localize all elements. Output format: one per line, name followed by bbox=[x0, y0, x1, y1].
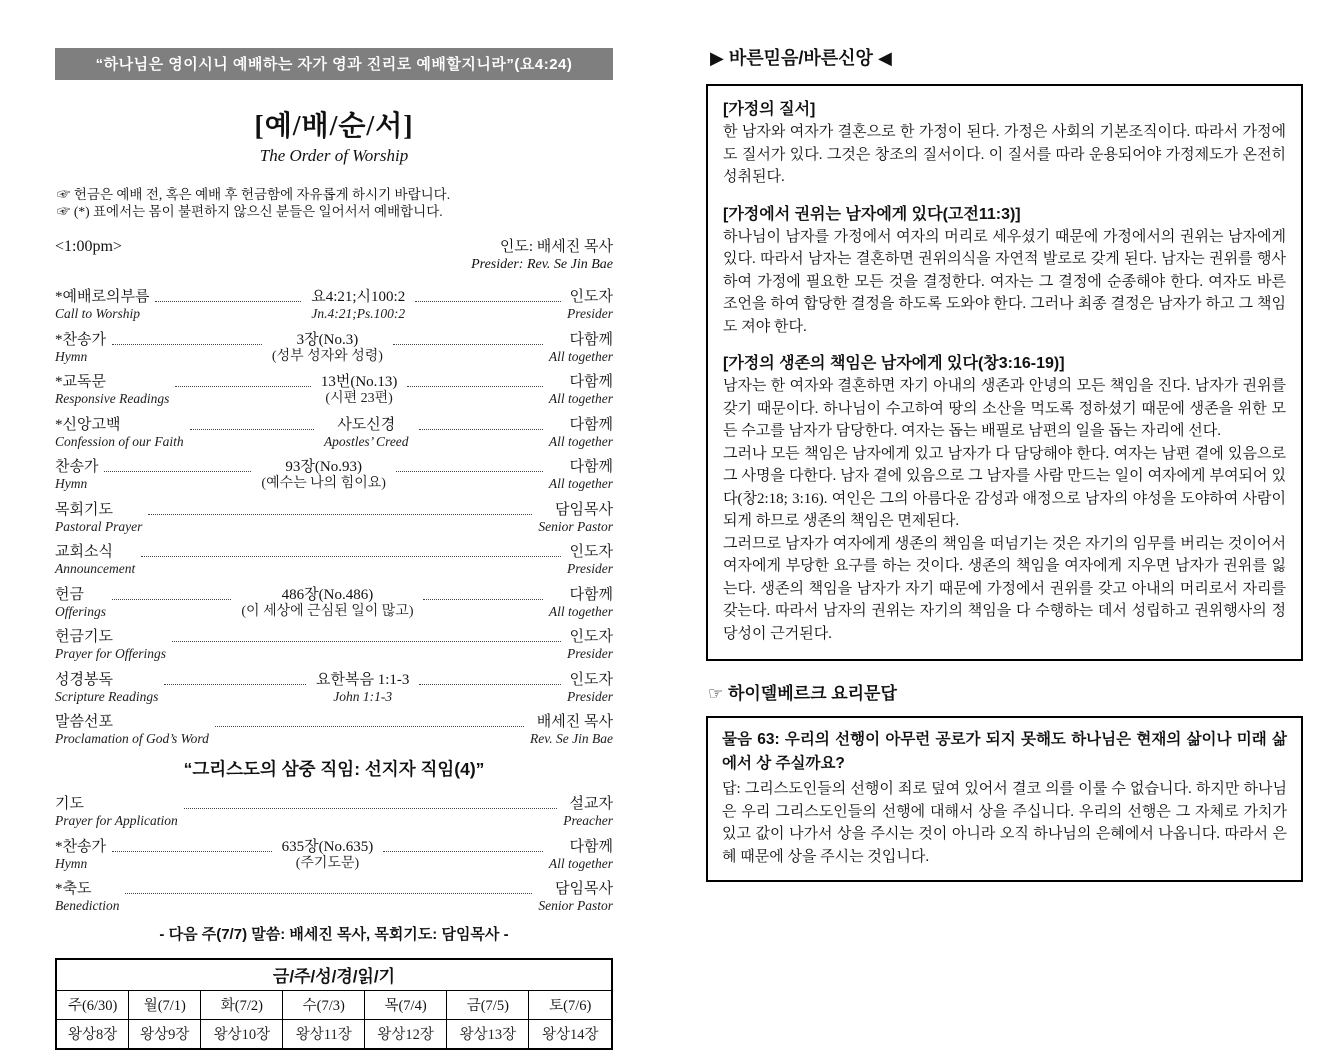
worship-item bbox=[55, 628, 613, 661]
worship-notes bbox=[55, 186, 613, 220]
item-role-en: Presider bbox=[567, 306, 613, 321]
item-content-sub: (성부 성자와 성령) bbox=[271, 348, 383, 364]
item-label-ko: *축도 bbox=[55, 881, 92, 897]
item-role-ko: 인도자 bbox=[569, 544, 613, 560]
item-label-en: Scripture Readings bbox=[55, 688, 159, 704]
bible-day-cell: 토(7/6) bbox=[529, 990, 612, 1019]
presider-ko: 인도: 배세진 목사 bbox=[499, 239, 613, 255]
item-content-ko: 13번(No.13) bbox=[320, 374, 398, 390]
item-label-en: Prayer for Offerings bbox=[55, 646, 166, 661]
dotted-leader bbox=[415, 288, 561, 302]
faith-section-body bbox=[723, 226, 1286, 339]
bible-table-title: 금/주/성/경/읽/기 bbox=[56, 959, 612, 991]
item-content-ko: 93장(No.93) bbox=[285, 459, 362, 475]
item-role-ko: 인도자 bbox=[569, 671, 613, 688]
item-label-en: Hymn bbox=[55, 855, 88, 871]
worship-item bbox=[55, 416, 613, 449]
item-content-ko: 486장(No.486) bbox=[281, 586, 374, 603]
item-content-sub: (주기도문) bbox=[295, 855, 360, 871]
item-role-ko: 다함께 bbox=[569, 459, 613, 475]
worship-item bbox=[55, 795, 613, 828]
 bbox=[149, 306, 307, 321]
worship-item bbox=[55, 458, 613, 491]
faith-paragraph: 하나님이 남자를 가정에서 여자의 머리로 세우셨기 때문에 가정에서의 권위는 남자에게 있다. 따라서 남자는 결혼하면 권위의식을 자연적 발로로 갖게 된다. 남자는 권위를 행사하여 가정에 필요한 모든 것을 결정한다. 여자는 그 결정에 순종해야 한다. 여자도 바른 조언을 하여 합당한 결정을 하도록 도와야 한다. 그러나 최종 결정은 남자가 하고 그 책임도 져야 한다. bbox=[723, 228, 1286, 335]
 bbox=[166, 646, 567, 661]
item-role-ko: 다함께 bbox=[569, 331, 613, 348]
faith-section bbox=[723, 352, 1286, 645]
item-content-sub: (이 세상에 근심된 일이 많고) bbox=[241, 603, 414, 619]
item-content-sub: (예수는 나의 힘이요) bbox=[261, 476, 386, 491]
item-label-en: Hymn bbox=[55, 348, 88, 364]
faith-section-title: [가정의 질서] bbox=[723, 101, 816, 118]
note-offering: ☞ 헌금은 예배 전, 혹은 예배 후 헌금함에 자유롭게 하시기 바랍니다. bbox=[57, 187, 451, 202]
order-of-worship-column bbox=[55, 48, 613, 1050]
sermon-title: “그리스도의 삼중 직임: 선지자 직임(4)” bbox=[183, 759, 485, 779]
 bbox=[377, 856, 549, 871]
service-time: <1:00pm> bbox=[55, 238, 122, 255]
dotted-leader bbox=[383, 838, 543, 852]
item-role-en: Presider bbox=[567, 646, 613, 661]
right-faith-header: ▶ 바른믿음/바른신앙 ◀ bbox=[710, 48, 892, 68]
bible-day-cell: 월(7/1) bbox=[129, 990, 201, 1019]
item-role-ko: 다함께 bbox=[569, 374, 613, 390]
next-week-note: - 다음 주(7/7) 말씀: 배세진 목사, 목회기도: 담임목사 - bbox=[159, 925, 509, 943]
weekly-bible-reading-table bbox=[55, 958, 613, 1050]
item-label-ko: 성경봉독 bbox=[55, 671, 113, 688]
item-label-ko: 헌금 bbox=[55, 586, 84, 603]
worship-items-after-sermon bbox=[55, 795, 613, 913]
worship-item bbox=[55, 586, 613, 619]
 bbox=[390, 476, 549, 491]
faith-section-body bbox=[723, 121, 1286, 189]
item-label-ko: 헌금기도 bbox=[55, 629, 113, 645]
faith-section-title: [가정의 생존의 책임은 남자에게 있다(창3:16-19)] bbox=[723, 355, 1065, 372]
dotted-leader bbox=[148, 501, 532, 515]
worship-item bbox=[55, 288, 613, 321]
item-role-en: All together bbox=[548, 476, 613, 491]
bible-day-cell: 화(7/2) bbox=[201, 990, 283, 1019]
faith-paragraph: 그러나 모든 책임은 남자에게 있고 남자가 다 담당해야 한다. 여자는 남편 곁에 있음으로 그 사명을 다한다. 남자 곁에 있음으로 그 남자를 사람 만드는 일이 여자에게 부여되어 있다(창2:18; 3:16). 여인은 그의 아름다운 감성과 애정으로 남자의 야성을 도야하여 사람이 되게 하므로 생존의 책임은 면제된다. bbox=[723, 445, 1286, 529]
worship-item bbox=[55, 713, 613, 746]
item-label-en: Confession of our Faith bbox=[55, 433, 184, 449]
faith-article-box bbox=[706, 84, 1303, 661]
dotted-leader bbox=[141, 543, 561, 557]
item-content-ko: 3장(No.3) bbox=[296, 331, 359, 348]
item-content-sub: John 1:1-3 bbox=[333, 688, 393, 704]
 bbox=[142, 519, 538, 534]
item-role-ko: 담임목사 bbox=[555, 501, 613, 518]
bible-reading-cell: 왕상11장 bbox=[283, 1019, 364, 1049]
note-standing: ☞ (*) 표에서는 몸이 불편하지 않으신 분들은 일어서서 예배합니다. bbox=[57, 204, 443, 219]
bible-day-cell: 수(7/3) bbox=[283, 990, 364, 1019]
item-role-ko: 인도자 bbox=[569, 289, 613, 305]
dotted-leader bbox=[393, 331, 543, 345]
item-role-ko: 설교자 bbox=[569, 796, 613, 812]
bible-reading-cell: 왕상13장 bbox=[447, 1019, 529, 1049]
worship-item bbox=[55, 331, 613, 364]
item-role-en: All together bbox=[548, 855, 613, 871]
worship-item bbox=[55, 373, 613, 406]
 bbox=[158, 689, 312, 704]
item-content-ko: 635장(No.635) bbox=[281, 838, 374, 855]
item-role-ko: 배세진 목사 bbox=[536, 714, 613, 730]
item-label-ko: 목회기도 bbox=[55, 501, 113, 518]
scripture-banner: “하나님은 영이시니 예배하는 자가 영과 진리로 예배할지니라”(요4:24) bbox=[55, 48, 613, 80]
bible-reading-cell: 왕상12장 bbox=[364, 1019, 446, 1049]
dotted-leader bbox=[423, 586, 542, 600]
item-role-en: Presider bbox=[567, 561, 613, 576]
faith-paragraph: 남자는 한 여자와 결혼하면 자기 아내의 생존과 안녕의 모든 책임을 진다. 남자가 권위를 갖기 때문이다. 하나님이 수고하여 땅의 소산을 먹도록 정하셨기 때문에 생존을 위한 모든 수고를 남자가 담당한다. 여자는 돕는 배필로 남편의 일을 돕는 자리에 선다. bbox=[723, 378, 1286, 439]
item-label-en: Pastoral Prayer bbox=[55, 518, 143, 534]
heidelberg-qa-box bbox=[706, 716, 1303, 882]
dotted-leader bbox=[407, 373, 542, 387]
item-label-ko: *교독문 bbox=[55, 374, 106, 390]
dotted-leader bbox=[215, 713, 524, 727]
item-label-ko: 교회소식 bbox=[55, 544, 113, 560]
 bbox=[387, 349, 549, 364]
 bbox=[413, 689, 567, 704]
bible-day-cell: 금(7/5) bbox=[447, 990, 529, 1019]
bible-reading-cell: 왕상10장 bbox=[201, 1019, 283, 1049]
faith-section bbox=[723, 98, 1286, 189]
item-label-en: Offerings bbox=[55, 603, 107, 619]
 bbox=[106, 349, 268, 364]
 bbox=[178, 813, 564, 828]
item-role-ko: 다함께 bbox=[569, 838, 613, 855]
item-label-en: Hymn bbox=[55, 476, 88, 491]
item-label-en: Responsive Readings bbox=[55, 391, 170, 406]
bible-day-cell: 목(7/4) bbox=[364, 990, 446, 1019]
faith-section bbox=[723, 203, 1286, 339]
item-label-ko: 기도 bbox=[55, 796, 84, 812]
presider-row bbox=[55, 238, 613, 274]
item-role-ko: 다함께 bbox=[569, 586, 613, 603]
item-content-ko: 사도신경 bbox=[337, 416, 396, 433]
item-label-ko: *예배로의부름 bbox=[55, 289, 150, 305]
item-role-en: All together bbox=[548, 348, 613, 364]
presider-en: Presider: Rev. Se Jin Bae bbox=[471, 257, 613, 272]
dotted-leader bbox=[190, 416, 314, 430]
dotted-leader bbox=[184, 795, 558, 809]
dotted-leader bbox=[112, 838, 272, 852]
dotted-leader bbox=[112, 331, 262, 345]
item-role-en: Preacher bbox=[563, 813, 613, 828]
item-role-en: All together bbox=[548, 603, 613, 619]
bible-reading-cell: 왕상8장 bbox=[56, 1019, 129, 1049]
item-content-sub: (시편 23편) bbox=[325, 391, 393, 406]
item-label-ko: 찬송가 bbox=[55, 459, 99, 475]
item-label-en: Prayer for Application bbox=[55, 813, 178, 828]
 bbox=[413, 434, 549, 449]
item-role-ko: 인도자 bbox=[569, 629, 613, 645]
worship-item bbox=[55, 838, 613, 871]
dotted-leader bbox=[112, 586, 231, 600]
dotted-leader bbox=[104, 458, 251, 472]
worship-item bbox=[55, 501, 613, 534]
dotted-leader bbox=[125, 880, 532, 894]
dotted-leader bbox=[419, 671, 561, 685]
item-role-en: All together bbox=[548, 391, 613, 406]
heidelberg-answer: 답: 그리스도인들의 선행이 죄로 덮여 있어서 결코 의를 이룰 수 없습니다. 하지만 하나님은 우리 그리스도인들의 선행에 대해서 상을 주십니다. 우리의 선행은 그 자체로 가치가 있고 값이 나가서 상을 주시는 것이 아니라 오직 하나님의 은혜에서 나옵니다. 따라서 은혜 때문에 상을 주시는 것입니다. bbox=[722, 781, 1287, 865]
 bbox=[119, 898, 538, 913]
worship-title: [예/배/순/서] bbox=[254, 111, 414, 142]
item-label-ko: *찬송가 bbox=[55, 838, 106, 855]
 bbox=[409, 306, 567, 321]
 bbox=[417, 604, 548, 619]
item-role-ko: 담임목사 bbox=[555, 881, 613, 897]
presider-block bbox=[471, 238, 613, 274]
worship-item bbox=[55, 880, 613, 913]
item-role-en: Senior Pastor bbox=[538, 898, 613, 913]
faith-section-body bbox=[723, 375, 1286, 645]
faith-paragraph: 한 남자와 여자가 결혼으로 한 가정이 된다. 가정은 사회의 기본조직이다. 따라서 가정에도 질서가 있다. 그것은 창조의 질서이다. 이 질서를 따라 운용되어야 가정제도가 온전히 성취된다. bbox=[723, 124, 1286, 185]
 bbox=[184, 434, 320, 449]
 bbox=[401, 391, 548, 406]
faith-paragraph: 그러므로 남자가 여자에게 생존의 책임을 떠넘기는 것은 자기의 임무를 버리는 것이어서 여자에게 부당한 요구를 하는 것이다. 생존의 책임을 여자에게 지우면 남자가 권위를 잃는다. 생존의 책임을 남자가 자기 때문에 가정에서 권위를 갖고 아내의 머리로서 자리를 갖는다. 따라서 남자의 권위는 자기의 책임을 다 수행하는 데서 성립하고 권위행사의 정당성이 근거된다. bbox=[723, 535, 1286, 642]
item-role-en: Senior Pastor bbox=[538, 518, 613, 534]
item-label-ko: *신앙고백 bbox=[55, 416, 121, 433]
item-label-en: Proclamation of God’s Word bbox=[55, 731, 209, 746]
worship-item bbox=[55, 543, 613, 576]
dotted-leader bbox=[164, 671, 306, 685]
worship-subtitle: The Order of Worship bbox=[259, 146, 409, 165]
item-content-ko: 요한복음 1:1-3 bbox=[315, 671, 410, 688]
worship-item bbox=[55, 671, 613, 704]
 bbox=[169, 391, 316, 406]
item-role-en: All together bbox=[548, 433, 613, 449]
heidelberg-header: ☞ 하이델베르크 요리문답 bbox=[708, 684, 897, 703]
item-content-sub: Jn.4:21;Ps.100:2 bbox=[311, 306, 406, 321]
dotted-leader bbox=[155, 288, 301, 302]
item-content-ko: 요4:21;시100:2 bbox=[311, 289, 406, 305]
dotted-leader bbox=[396, 458, 543, 472]
heidelberg-question: 물음 63: 우리의 선행이 아무런 공로가 되지 못해도 하나님은 현재의 삶이나 미래 삶에서 상 주실까요? bbox=[722, 731, 1287, 772]
 bbox=[135, 561, 567, 576]
item-content-sub: Apostles’ Creed bbox=[323, 433, 409, 449]
 bbox=[98, 476, 257, 491]
item-role-ko: 다함께 bbox=[569, 416, 613, 433]
 bbox=[106, 604, 237, 619]
item-label-ko: *찬송가 bbox=[55, 331, 106, 348]
dotted-leader bbox=[175, 373, 310, 387]
item-label-en: Call to Worship bbox=[55, 306, 141, 321]
bible-day-cell: 주(6/30) bbox=[56, 990, 129, 1019]
 bbox=[106, 856, 278, 871]
dotted-leader bbox=[172, 628, 561, 642]
dotted-leader bbox=[419, 416, 543, 430]
item-role-en: Rev. Se Jin Bae bbox=[530, 731, 613, 746]
item-role-en: Presider bbox=[567, 688, 613, 704]
worship-items-before-sermon bbox=[55, 288, 613, 746]
faith-section-title: [가정에서 권위는 남자에게 있다(고전11:3)] bbox=[723, 205, 1021, 223]
bible-reading-cell: 왕상9장 bbox=[129, 1019, 201, 1049]
teaching-column bbox=[706, 44, 1303, 882]
item-label-en: Benediction bbox=[55, 898, 120, 913]
bible-reading-cell: 왕상14장 bbox=[529, 1019, 612, 1049]
item-label-en: Announcement bbox=[55, 561, 136, 576]
 bbox=[209, 731, 530, 746]
item-label-ko: 말씀선포 bbox=[55, 714, 113, 730]
